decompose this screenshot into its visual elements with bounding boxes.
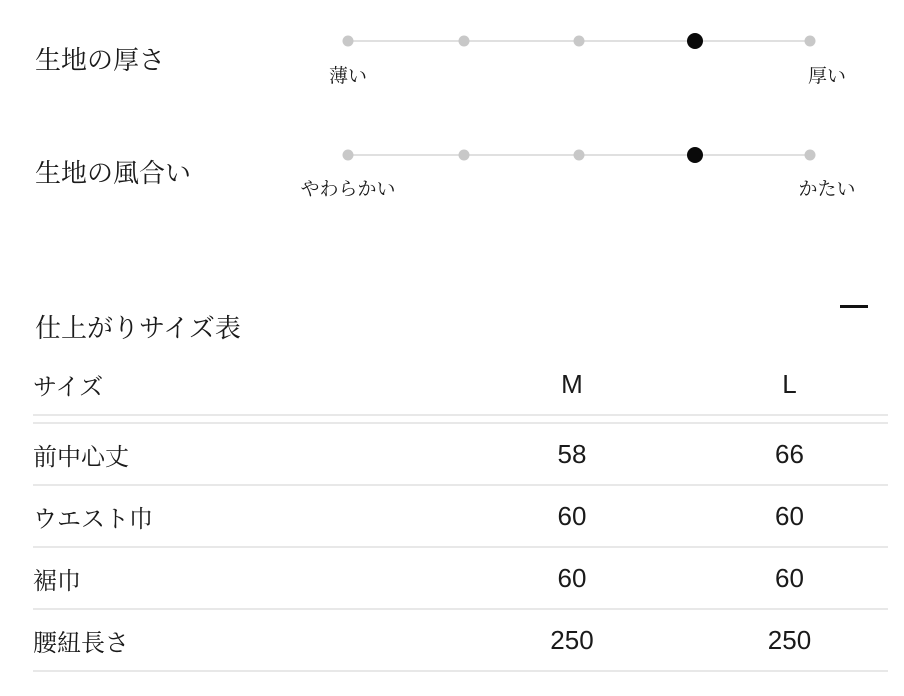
fabric-thickness-scale	[348, 40, 810, 42]
table-row	[33, 548, 888, 610]
value-l: 66	[775, 438, 804, 469]
scale-dot	[805, 36, 816, 47]
scale-dot	[574, 36, 585, 47]
column-header-l: L	[782, 369, 797, 399]
value-l: 250	[767, 624, 812, 655]
row-label: 腰紐長さ	[33, 629, 129, 657]
scale-left-label: 薄い	[328, 66, 368, 87]
size-table-body	[33, 424, 888, 672]
value-l: 60	[775, 562, 804, 593]
scale-left-label: やわらかい	[300, 179, 396, 200]
value-m: 250	[550, 624, 594, 655]
scale-dot	[343, 150, 354, 161]
value-m: 60	[557, 562, 587, 593]
scale-right-label: かたい	[798, 179, 856, 200]
table-row	[33, 424, 888, 486]
table-row	[33, 486, 888, 548]
collapse-section-button[interactable]	[834, 292, 874, 320]
scale-dot	[574, 150, 585, 161]
scale-dot-selected	[687, 147, 703, 163]
scale-dot	[343, 36, 354, 47]
scale-dot-selected	[687, 33, 703, 49]
fabric-texture-title: 生地の風合い	[35, 158, 192, 188]
scale-dot	[805, 150, 816, 161]
column-header-size: サイズ	[33, 374, 104, 401]
scale-dot	[458, 36, 469, 47]
scale-right-label: 厚い	[807, 66, 847, 87]
size-table-header-row	[33, 355, 888, 416]
row-label: 裾巾	[33, 567, 81, 595]
table-row	[33, 610, 888, 672]
value-m: 60	[557, 500, 587, 531]
size-table	[33, 355, 888, 672]
value-m: 58	[557, 438, 587, 469]
row-label: 前中心丈	[33, 443, 129, 471]
column-header-m: M	[561, 369, 583, 399]
row-label: ウエスト巾	[33, 505, 153, 533]
minus-icon	[840, 305, 868, 308]
fabric-texture-scale	[348, 154, 810, 156]
scale-dot	[458, 150, 469, 161]
value-l: 60	[775, 500, 804, 531]
fabric-thickness-title: 生地の厚さ	[35, 45, 166, 75]
size-table-title: 仕上がりサイズ表	[35, 312, 241, 343]
header-divider	[33, 416, 888, 424]
